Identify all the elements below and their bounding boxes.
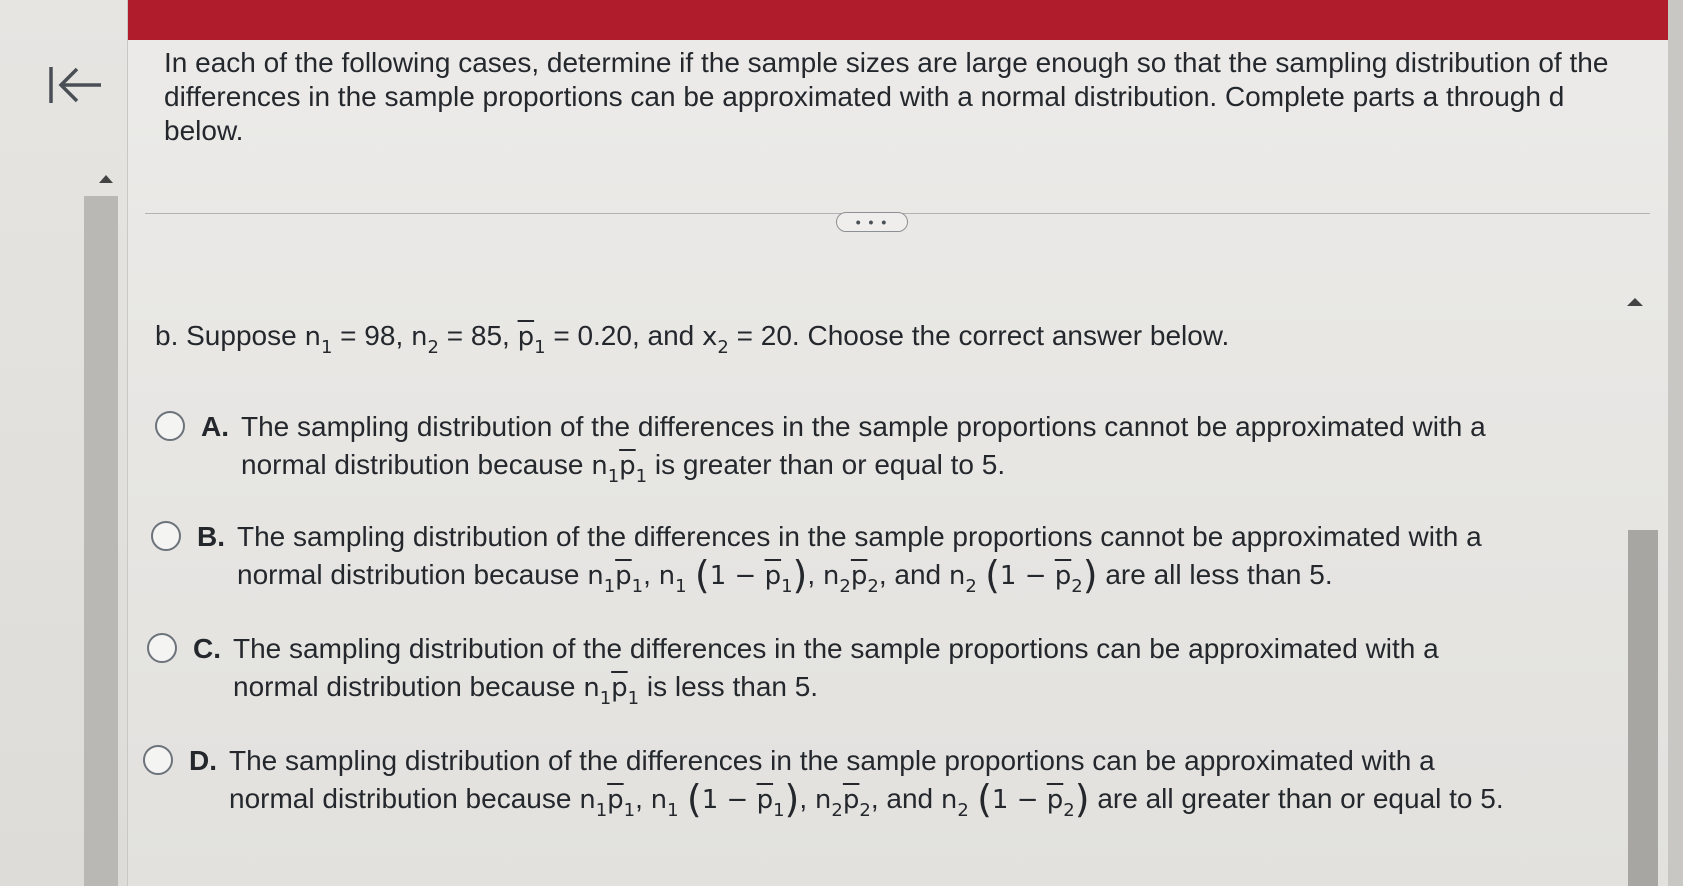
n1p1-term: $n_1\overline{p}_1$ [583, 673, 640, 709]
n1p1-term: $n_1\overline{p}_1$ [579, 785, 636, 821]
n1-symbol: $n_1$ [304, 322, 333, 358]
n2-one-minus-p2-term: $n_2$ $(1 - \overline{p}_2)$ [948, 553, 1098, 597]
question-scrollbar[interactable] [84, 196, 118, 886]
caret-up-icon [1626, 297, 1644, 307]
answers-scroll-up-button[interactable] [1620, 292, 1650, 312]
part-b-prefix: b. Suppose [155, 320, 297, 351]
n2-symbol: $n_2$ [411, 322, 439, 358]
part-b-prompt [155, 318, 1555, 358]
option-a-letter: A. [201, 411, 229, 442]
question-text: In each of the following cases, determine if the sample sizes are large enough so that the sampling distribution of the differences in the sample proportions can be approximated with a normal distribution. Complete parts a through d below. [164, 47, 1609, 146]
back-to-start-icon [47, 63, 105, 107]
caret-up-icon [98, 174, 114, 184]
p1-bar-symbol: $\overline{p}_1$ [517, 322, 546, 358]
option-d[interactable] [143, 742, 1543, 822]
n1p1-term: $n_1\overline{p}_1$ [587, 561, 644, 597]
n1-value: = 98, [340, 320, 404, 351]
option-b[interactable] [151, 518, 1551, 598]
option-a-radio[interactable] [155, 411, 185, 441]
option-b-letter: B. [197, 521, 225, 552]
option-d-text: The sampling distribution of the differences in the sample proportions can be approximated with a normal distribution because $n_1\overline{p}_1$, $n_1$ $(1 - \overline{p}_1)$, $n_2\overline{p}_2$, and $n_2$ $(1 - \overline{p}_2)$ are all greater than or equal to 5. [229, 745, 1504, 821]
option-a[interactable] [155, 408, 1555, 488]
option-b-text: The sampling distribution of the differences in the sample proportions cannot be approximated with a normal distribution because $n_1\overline{p}_1$, $n_1$ $(1 - \overline{p}_1)$, $n_2\overline{p}_2$, and $n_2$ $(1 - \overline{p}_2)$ are all less than 5. [237, 521, 1482, 597]
n1-one-minus-p1-term: $n_1$ $(1 - \overline{p}_1)$ [650, 777, 800, 821]
back-to-start-button[interactable] [46, 62, 106, 108]
left-panel [0, 0, 128, 886]
window-edge [1668, 0, 1683, 886]
n2-one-minus-p2-term: $n_2$ $(1 - \overline{p}_2)$ [940, 777, 1090, 821]
question-scroll-up-button[interactable] [94, 170, 118, 188]
option-c-radio[interactable] [147, 633, 177, 663]
and-text: and [647, 320, 695, 351]
n2p2-term: $n_2\overline{p}_2$ [814, 785, 871, 821]
n1p1-term: $n_1\overline{p}_1$ [591, 451, 648, 487]
header-bar [128, 0, 1683, 40]
x2-value: = 20. [736, 320, 800, 351]
option-c[interactable] [147, 630, 1547, 710]
p1-value: = 0.20, [553, 320, 640, 351]
option-b-radio[interactable] [151, 521, 181, 551]
expand-more-button[interactable]: • • • [836, 212, 908, 232]
option-a-text: The sampling distribution of the differences in the sample proportions cannot be approximated with a normal distribution because $n_1\overline{p}_1$ is greater than or equal to 5. [241, 411, 1486, 487]
answers-scrollbar[interactable] [1628, 530, 1658, 886]
option-d-letter: D. [189, 745, 217, 776]
instruction-text: Choose the correct answer below. [807, 320, 1230, 351]
n2-value: = 85, [446, 320, 510, 351]
option-c-text: The sampling distribution of the differences in the sample proportions can be approximated with a normal distribution because $n_1\overline{p}_1$ is less than 5. [233, 633, 1439, 709]
option-d-radio[interactable] [143, 745, 173, 775]
x2-symbol: $x_2$ [702, 322, 729, 358]
option-c-letter: C. [193, 633, 221, 664]
n1-one-minus-p1-term: $n_1$ $(1 - \overline{p}_1)$ [658, 553, 808, 597]
n2p2-term: $n_2\overline{p}_2$ [822, 561, 879, 597]
